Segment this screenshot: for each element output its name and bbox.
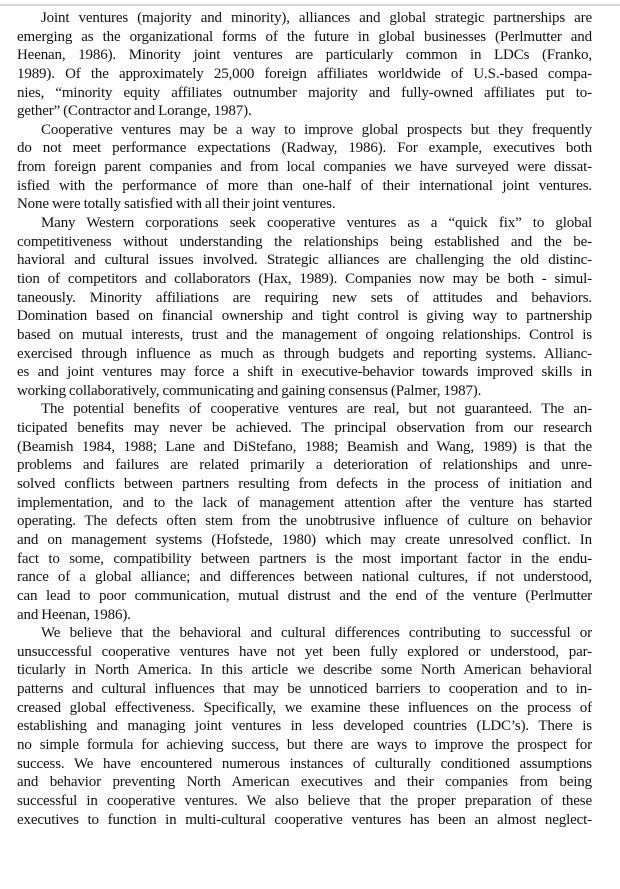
text-line: tion of competitors and collaborators (Hax, 1989). Companies now may be both - simul- — [17, 270, 592, 287]
text-line: patterns and cultural influences that may be unnoticed barriers to cooperation and to in- — [17, 681, 592, 698]
text-line: and behavior preventing North American executives and their companies from being — [17, 774, 592, 791]
text-line: working collaboratively, communicating and gaining consensus (Palmer, 1987). — [17, 382, 482, 399]
text-line: competitiveness without understanding the relationships being established and the be- — [17, 233, 592, 250]
text-line: operating. The defects often stem from the unobtrusive influence of culture on behavior — [17, 513, 592, 530]
text-line: creased global effectiveness. Specifically, we examine these influences on the process of — [17, 699, 592, 716]
text-line: None were totally satisfied with all their joint ventures. — [17, 196, 336, 213]
text-line: establishing and managing joint ventures in less developed countries (LDC’s). There is — [17, 718, 592, 735]
text-line: no simple formula for achieving success, but there are ways to improve the prospect for — [17, 736, 592, 753]
text-line: es and joint ventures may force a shift in executive-behavior towards improved skills in — [17, 364, 592, 381]
text-line: Heenan, 1986). Minority joint ventures are particularly common in LDCs (Franko, — [17, 47, 592, 64]
text-line: gether” (Contractor and Lorange, 1987). — [17, 103, 252, 120]
text-line: from foreign parent companies and from local companies we have surveyed were dissat- — [17, 159, 592, 176]
text-line: do not meet performance expectations (Radway, 1986). For example, executives both — [17, 140, 592, 157]
text-line: and Heenan, 1986). — [17, 606, 131, 623]
text-line: Many Western corporations seek cooperative ventures as a “quick fix” to global — [41, 215, 592, 232]
document-body — [17, 9, 592, 829]
text-line: successful in cooperative ventures. We also believe that the proper preparation of these — [17, 792, 592, 809]
text-line: executives to function in multi-cultural cooperative ventures has been an almost neglect- — [17, 811, 592, 828]
text-line: problems and failures are related primarily a deterioration of relationships and unre- — [17, 457, 592, 474]
text-line: fact to some, compatibility between partners is the most important factor in the endu- — [17, 550, 592, 567]
text-line: Cooperative ventures may be a way to improve global prospects but they frequently — [41, 121, 592, 138]
text-line: nies, “minority equity affiliates outnumber majority and fully-owned affiliates put to- — [17, 84, 592, 101]
text-line: Domination based on financial ownership and tight control is giving way to partnership — [17, 308, 592, 325]
paragraph — [17, 624, 592, 829]
paragraph — [17, 121, 592, 214]
text-line: (Beamish 1984, 1988; Lane and DiStefano, 1988; Beamish and Wang, 1989) is that the — [17, 438, 592, 455]
paragraph — [17, 400, 592, 624]
text-line: Joint ventures (majority and minority), alliances and global strategic partnerships are — [41, 10, 592, 26]
text-line: havioral and cultural issues involved. Strategic alliances are challenging the old distinc- — [17, 252, 592, 269]
text-line: 1989). Of the approximately 25,000 foreign affiliates worldwide of U.S.-based compa- — [17, 65, 592, 82]
text-line: implementation, and to the lack of management attention after the venture has started — [17, 494, 592, 511]
text-line: can lead to poor communication, mutual distrust and the end of the venture (Perlmutter — [17, 587, 592, 604]
text-line: ticipated benefits may never be achieved. The principal observation from our research — [17, 420, 592, 437]
text-line: success. We have encountered numerous instances of culturally conditioned assumptions — [17, 755, 592, 772]
text-line: ticularly in North America. In this article we describe some North American behavioral — [17, 662, 592, 679]
text-line: based on mutual interests, trust and the management of ongoing relationships. Control is — [17, 326, 592, 343]
paragraph — [17, 214, 592, 400]
text-line: rance of a global alliance; and differences between national cultures, if not understood, — [17, 569, 592, 586]
text-line: and on management systems (Hofstede, 1980) which may create unresolved conflict. In — [17, 531, 592, 548]
paragraph — [17, 9, 592, 121]
text-line: exercised through influence as much as through budgets and reporting systems. Allianc- — [17, 345, 592, 362]
text-line: emerging as the organizational forms of the future in global businesses (Perlmutter and — [17, 28, 592, 45]
text-line: isfied with the performance of more than one-half of their international joint ventures. — [17, 177, 592, 194]
text-line: unsuccessful cooperative ventures have not yet been fully explored or understood, par- — [17, 643, 592, 660]
text-line: taneously. Minority affiliations are requiring new sets of attitudes and behaviors. — [17, 289, 592, 306]
text-line: We believe that the behavioral and cultural differences contributing to successful or — [41, 625, 592, 642]
text-line: solved conflicts between partners resulting from defects in the process of initiation and — [17, 476, 592, 493]
page-top-edge — [0, 4, 620, 6]
text-line: The potential benefits of cooperative ventures are real, but not guaranteed. The an- — [41, 401, 592, 418]
